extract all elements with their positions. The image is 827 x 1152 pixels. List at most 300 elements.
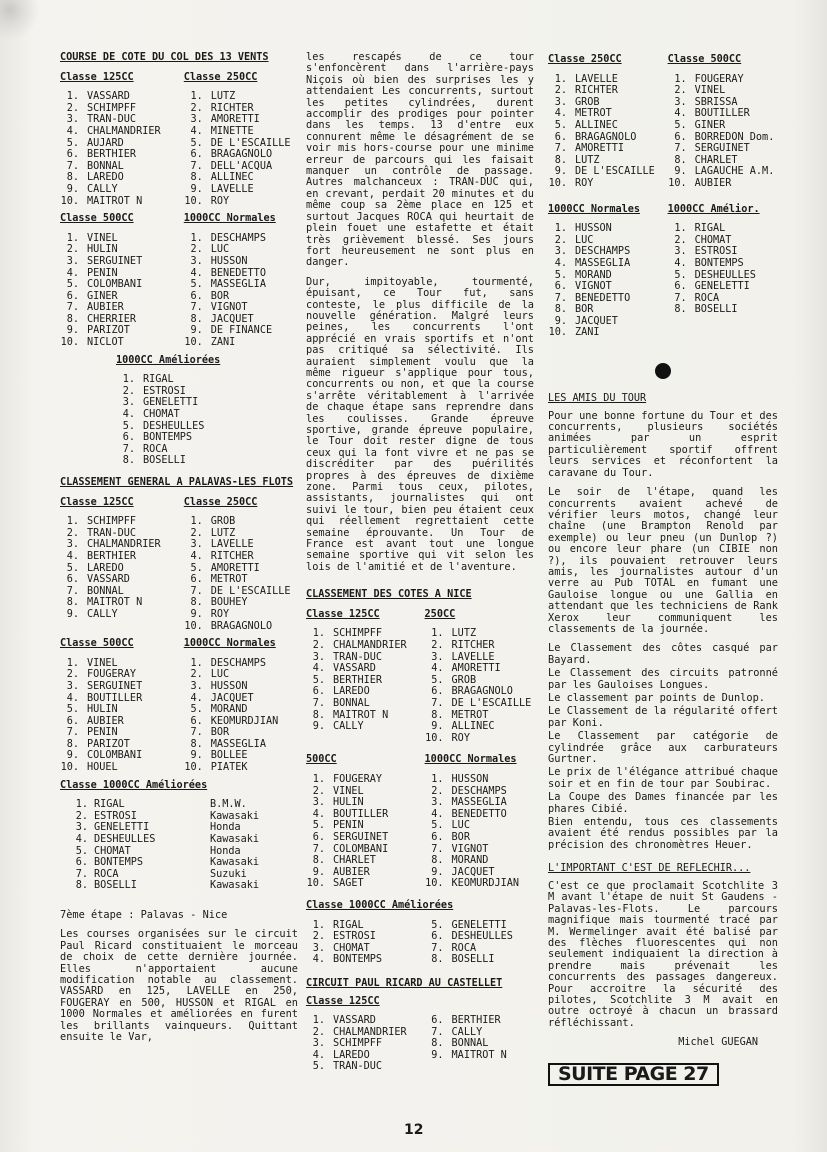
rider-name: BOR [451, 831, 470, 843]
result-row [668, 85, 783, 97]
rider-name: LUTZ [210, 91, 236, 103]
class-label: 1000CC Amélior. [667, 203, 760, 215]
result-row [60, 516, 184, 528]
rank-number: 8. [190, 597, 203, 609]
rank-number: 7. [190, 585, 203, 597]
result-row [668, 97, 783, 109]
result-row [306, 710, 425, 722]
rider-name: RICHTER [575, 85, 618, 97]
rider-name: ESTROSI [333, 931, 376, 943]
class-label: Classe 500CC [667, 54, 742, 65]
rank-number: 9. [66, 608, 79, 620]
result-row [306, 844, 425, 856]
class-label: Classe 1000CC Améliorées [306, 899, 454, 911]
rank-number: 2. [674, 234, 687, 246]
result-row [60, 704, 184, 716]
rider-name: BRAGAGNOLO [210, 620, 273, 632]
rank-number: 3. [674, 96, 687, 108]
rank-number: 3. [75, 822, 88, 834]
rider-name: BONTEMPS [694, 257, 744, 269]
rider-name: SCHIMPFF [333, 628, 383, 640]
rank-number: 4. [190, 550, 203, 562]
result-row [425, 1027, 539, 1039]
rider-name: MASSEGLIA [451, 797, 507, 809]
section-title-cotes-nice: CLASSEMENT DES COTES A NICE [306, 589, 472, 601]
paragraph: Le Classement des côtes casqué par Bayard. [548, 642, 778, 666]
rank-number: 3. [190, 255, 203, 267]
result-row [425, 1038, 539, 1050]
rank-number: 3. [312, 797, 325, 809]
rider-name: BOUTILLER [87, 692, 143, 704]
rank-number: 2. [554, 85, 567, 97]
result-row [184, 256, 303, 268]
rider-name: BENEDETTO [451, 808, 507, 820]
result-row [60, 597, 184, 609]
class-label: 1000CC Normales [183, 638, 276, 650]
class-label: 1000CC Normales [183, 213, 276, 225]
rank-number: 1. [431, 628, 444, 640]
rider-name: DESHEULLES [94, 834, 156, 846]
rank-number: 2. [312, 640, 325, 652]
rider-name: PENIN [87, 727, 118, 739]
results-list [425, 1015, 539, 1061]
rank-number: 8. [190, 738, 203, 750]
result-row [60, 586, 184, 598]
rider-name: MINETTE [210, 125, 254, 137]
rider-name: ROCA [451, 942, 477, 954]
results-list [116, 374, 298, 467]
rank-number: 6. [66, 715, 79, 727]
rank-number: 1. [190, 232, 203, 244]
rank-number: 9. [66, 750, 79, 762]
result-row [184, 609, 303, 621]
result-row [548, 246, 668, 258]
rider-name: HULIN [87, 244, 118, 256]
class-label: Classe 250CC [183, 496, 258, 508]
rank-number: 7. [75, 868, 88, 880]
result-row [306, 855, 425, 867]
result-row [184, 762, 303, 774]
result-row [548, 223, 668, 235]
rider-name: ROY [210, 608, 230, 620]
rider-name: SCHIMPFF [87, 516, 137, 528]
rank-number: 4. [312, 808, 325, 820]
result-row [306, 652, 425, 664]
rider-name: PARIZOT [87, 738, 130, 750]
section-title-general: CLASSEMENT GENERAL A PALAVAS-LES FLOTS [60, 477, 294, 488]
rank-number: 7. [431, 843, 444, 855]
result-row [60, 681, 184, 693]
rider-name: BOLLEE [210, 750, 248, 762]
rider-name: HULIN [333, 797, 364, 809]
rider-name: CHALMANDRIER [87, 125, 161, 137]
result-row [60, 161, 184, 173]
rider-name: VIGNOT [210, 302, 248, 314]
rider-name: CHOMAT [694, 234, 732, 246]
stage-heading: 7ème étape : Palavas - Nice [60, 909, 228, 921]
rider-name: BONNAL [451, 1038, 489, 1050]
result-row [184, 516, 303, 528]
paragraph: Le soir de l'étape, quand les concurrents avaient achevé de vérifier leurs motos, changé leur chaîne (une Brampton Renold par exemple) ou leur pneu (un Dunlop ?) ou encore leur phare (un CIBIE non ?), ils pouvaient retrouver leurs amis, les journalistes autour d'un verre au Pub TOTAL en fumant une Gauloise longue ou une Gallia en attendant que les techniciens de Rank Xerox leur communiquent les classements de la journée. [548, 486, 778, 635]
rank-number: 8. [66, 172, 79, 184]
result-row [548, 155, 668, 167]
rider-name: BOSELLI [451, 954, 495, 966]
rider-name: CHALMANDRIER [333, 640, 407, 652]
class-label: 500CC [306, 754, 337, 766]
rank-number: 6. [190, 149, 203, 161]
rank-number: 1. [75, 799, 88, 811]
section-title-paul-ricard: CIRCUIT PAUL RICARD AU CASTELLET [306, 977, 503, 989]
rider-name: MASSEGLIA [575, 257, 631, 269]
result-row [184, 244, 303, 256]
rider-name: ZANI [210, 337, 236, 349]
rank-number: 1. [431, 774, 444, 785]
rider-name: LUC [451, 820, 470, 832]
rider-name: LAREDO [87, 562, 124, 574]
result-row [60, 799, 298, 811]
rider-name: GENELETTI [94, 822, 150, 834]
author-signature: Michel GUEGAN [678, 1037, 758, 1049]
rider-name: CHARLET [694, 154, 738, 166]
rank-number: 6. [122, 432, 135, 444]
rank-number: 6. [554, 131, 567, 143]
rank-number: 7. [431, 942, 444, 954]
results-list [425, 920, 539, 966]
rider-name: DE L'ESCAILLE [451, 698, 532, 710]
rank-number: 8. [190, 172, 203, 184]
rider-name: DELL'ACQUA [210, 160, 273, 172]
result-row [184, 539, 303, 551]
rider-name: SCHIMPFF [87, 102, 137, 114]
rider-name: VINEL [87, 657, 118, 669]
rider-name: VASSARD [333, 663, 376, 675]
rank-number: 8. [431, 709, 444, 721]
rank-number: 1. [312, 919, 325, 931]
rank-number: 1. [312, 774, 325, 785]
rank-number: 3. [66, 539, 79, 551]
results-pair [60, 211, 298, 353]
result-row [116, 432, 298, 444]
rider-name: ALLINEC [451, 721, 495, 733]
class-label: Classe 1000CC Améliorées [60, 779, 208, 791]
paragraph: C'est ce que proclamait Scotchlite 3 M avant l'étape de nuit St Gaudens - Palavas-les-Flots. Le parcours magnifique mais tourmenté tracé par M. Wermelinger avait été balisé par des flèches fluorescentes qui non seulement indiquaient la direction à prendre mais prévenait les concurrents des passages dangereux. Pour accroitre la sécurité des pilotes, Scotchlite 3 M avait en outre octroyé à chacun un brassard réfléchissant. [548, 879, 778, 1029]
rider-name: AMORETTI [210, 562, 260, 574]
rider-name: ROCA [694, 292, 720, 304]
result-row [668, 235, 783, 247]
result-row [116, 386, 298, 398]
rank-number: 3. [431, 651, 444, 663]
rank-number: 5. [312, 820, 325, 832]
rank-number: 9. [312, 721, 325, 733]
rider-name: LAREDO [333, 686, 370, 698]
results-list-with-makes [60, 799, 298, 892]
rider-name: ROY [575, 177, 594, 189]
class-label: 250CC [424, 608, 456, 620]
rank-number: 5. [674, 119, 687, 131]
result-row [306, 832, 425, 844]
rider-name: ZANI [575, 327, 600, 339]
rider-name: BRAGAGNOLO [210, 149, 273, 161]
rider-name: FOUGERAY [694, 73, 744, 85]
rank-number: 7. [554, 143, 567, 155]
rank-number: 5. [554, 119, 567, 131]
rank-number: 4. [66, 550, 79, 562]
result-row [60, 563, 184, 575]
rank-number: 8. [554, 154, 567, 166]
rider-name: MAITROT N [451, 1049, 507, 1061]
rider-name: MASSEGLIA [210, 279, 266, 291]
result-row [184, 716, 303, 728]
result-row [116, 409, 298, 421]
paragraph: Le prix de l'élégance attribué chaque soir et en fin de tour par Soubirac. [548, 766, 778, 790]
result-row [668, 258, 783, 270]
paragraph: Les courses organisées sur le circuit Paul Ricard constituaient le morceau de choix de cette dernière journée. Elles n'apportaient aucune modification notable au classement. VASSARD en 125, LAVELLE en 250, FOUGERAY en 500, HUSSON et RIGAL en 1000 Normales et améliorées en furent les brillants vainqueurs. Quittant ensuite le Var, [60, 928, 298, 1044]
result-row [306, 809, 425, 821]
result-row [184, 268, 303, 280]
rank-number: 7. [66, 302, 79, 314]
result-row [425, 710, 539, 722]
rank-number: 10. [668, 177, 687, 189]
result-row [184, 91, 303, 103]
rank-number: 8. [431, 954, 444, 966]
results-pair [306, 920, 534, 970]
rider-name: CHOMAT [143, 409, 180, 421]
result-row [184, 196, 303, 208]
result-row [60, 184, 184, 196]
rank-number: 10. [184, 620, 203, 632]
paragraph: Le classement par points de Dunlop. [548, 692, 765, 704]
result-row [306, 698, 425, 710]
rider-name: VINEL [87, 232, 118, 244]
rank-number: 1. [190, 91, 203, 103]
results-pair [306, 752, 534, 894]
rank-number: 6. [674, 131, 687, 143]
rider-name: BONTEMPS [94, 857, 144, 869]
rider-name: BRAGAGNOLO [451, 686, 513, 698]
rank-number: 4. [75, 834, 88, 846]
result-row [60, 314, 184, 326]
rider-name: GENELETTI [143, 397, 199, 409]
paragraph: Le Classement de la régularité offert par Koni. [548, 705, 778, 729]
rank-number: 8. [431, 1038, 444, 1050]
result-row [116, 374, 298, 386]
rider-name: LAVELLE [210, 183, 254, 195]
paragraph: La Coupe des Dames financée par les phares Cibié. [548, 791, 778, 815]
result-row [668, 178, 783, 190]
result-row [60, 126, 184, 138]
rank-number: 8. [66, 597, 79, 609]
rider-name: COLOMBANI [333, 843, 389, 855]
column-2 [306, 52, 534, 1077]
continued-on-page-box: SUITE PAGE 27 [548, 1063, 719, 1087]
rider-name: CALLY [87, 608, 118, 620]
result-row [425, 675, 539, 687]
rank-number: 7. [190, 160, 203, 172]
rank-number: 1. [122, 374, 135, 386]
result-row [184, 669, 303, 681]
result-row [60, 103, 184, 115]
rank-number: 2. [66, 527, 79, 539]
results-pair [306, 607, 534, 749]
rider-name: PENIN [333, 820, 364, 832]
rider-name: MORAND [575, 269, 612, 281]
result-row [425, 797, 539, 809]
results-list [184, 233, 303, 349]
rank-number: 5. [66, 704, 79, 716]
rank-number: 2. [312, 1026, 325, 1038]
rider-name: VINEL [333, 785, 364, 797]
result-row [184, 279, 303, 291]
result-row [425, 943, 539, 955]
motorcycle-make: Suzuki [210, 868, 247, 880]
rank-number: 4. [431, 663, 444, 675]
rider-name: SERGUINET [87, 680, 143, 692]
rank-number: 9. [674, 166, 687, 178]
rank-number: 2. [190, 527, 203, 539]
rank-number: 9. [66, 183, 79, 195]
corner-smudge [0, 0, 40, 40]
rank-number: 10. [425, 878, 444, 890]
result-row [60, 658, 184, 670]
rider-name: RITCHER [210, 550, 254, 562]
results-list [184, 516, 303, 632]
result-row [306, 797, 425, 809]
result-row [425, 640, 539, 652]
rank-number: 7. [122, 443, 135, 455]
results-list [548, 74, 668, 190]
result-row [60, 539, 184, 551]
rank-number: 2. [554, 234, 567, 246]
rider-name: RITCHER [451, 640, 495, 652]
rider-name: ALLINEC [210, 172, 254, 184]
paragraph: Le Classement des circuits patronné par les Gauloises Longues. [548, 667, 778, 691]
result-row [60, 880, 298, 892]
rank-number: 8. [66, 313, 79, 325]
rider-name: SCHIMPFF [333, 1038, 383, 1050]
rider-name: TRAN-DUC [333, 651, 383, 663]
rider-name: LUTZ [451, 628, 477, 640]
result-row [184, 528, 303, 540]
rider-name: DESHEULLES [694, 269, 756, 281]
rider-name: JACQUET [210, 692, 254, 704]
results-pair [60, 495, 298, 637]
result-row [184, 597, 303, 609]
rider-name: AMORETTI [451, 663, 501, 675]
result-row [306, 1050, 425, 1062]
rank-number: 2. [312, 931, 325, 943]
result-row [306, 774, 425, 786]
rank-number: 6. [190, 290, 203, 302]
rider-name: BERTHIER [451, 1015, 501, 1027]
result-row [548, 304, 668, 316]
rank-number: 10. [548, 177, 567, 189]
results-list [306, 1015, 425, 1073]
rider-name: VINEL [694, 85, 726, 97]
results-list [306, 628, 425, 732]
rider-name: DE FINANCE [210, 325, 273, 337]
result-row [306, 1038, 425, 1050]
rider-name: DESCHAMPS [210, 232, 266, 244]
result-row [425, 867, 539, 879]
rider-name: DE L'ESCAILLE [575, 166, 655, 178]
results-list [184, 91, 303, 207]
rank-number: 3. [66, 114, 79, 126]
result-row [425, 931, 539, 943]
rank-number: 4. [312, 1049, 325, 1061]
rank-number: 6. [190, 715, 203, 727]
result-row [60, 233, 184, 245]
result-row [60, 302, 184, 314]
class-label: 1000CC Normales [424, 754, 517, 766]
motorcycle-make: Kawasaki [210, 857, 260, 869]
rank-number: 9. [554, 315, 567, 327]
rider-name: SAGET [333, 878, 364, 890]
results-list [668, 223, 783, 316]
rider-name: BOUHEY [210, 597, 248, 609]
result-row [60, 716, 184, 728]
result-row [60, 138, 184, 150]
result-row [425, 652, 539, 664]
rank-number: 7. [674, 143, 687, 155]
bullet-dot [655, 363, 671, 379]
result-row [668, 74, 783, 86]
result-row [548, 316, 668, 328]
rider-name: BERTHIER [333, 674, 383, 686]
section-title-reflechir: L'IMPORTANT C'EST DE REFLECHIR... [548, 863, 751, 875]
rider-name: GROB [575, 96, 600, 108]
result-row [548, 258, 668, 270]
rider-name: LUTZ [210, 527, 236, 539]
rank-number: 8. [674, 154, 687, 166]
motorcycle-make: Kawasaki [210, 810, 260, 822]
rider-name: ESTROSI [694, 246, 738, 258]
rank-number: 9. [190, 325, 203, 337]
rider-name: ESTROSI [94, 810, 137, 822]
rank-number: 3. [312, 942, 325, 954]
rank-number: 4. [554, 257, 567, 269]
rider-name: LAREDO [87, 172, 124, 184]
rank-number: 6. [431, 1015, 444, 1027]
rider-name: RIGAL [94, 799, 125, 811]
rider-name: VIGNOT [575, 281, 612, 293]
result-row [60, 91, 184, 103]
rider-name: LUTZ [575, 154, 600, 166]
result-row [306, 1015, 425, 1027]
rank-number: 3. [66, 255, 79, 267]
rider-name: BOUTILLER [333, 808, 389, 820]
rider-name: HUSSON [575, 223, 612, 235]
rank-number: 9. [431, 1049, 444, 1061]
rank-number: 9. [431, 866, 444, 878]
result-row [668, 132, 783, 144]
rank-number: 6. [431, 931, 444, 943]
rider-name: VASSARD [87, 91, 130, 103]
result-row [184, 727, 303, 739]
rider-name: BENEDETTO [575, 292, 631, 304]
result-row [60, 822, 298, 834]
rank-number: 1. [554, 73, 567, 85]
result-row [425, 1050, 539, 1062]
result-row [425, 954, 539, 966]
rank-number: 5. [554, 269, 567, 281]
rank-number: 1. [66, 516, 79, 528]
rank-number: 4. [66, 125, 79, 137]
rank-number: 3. [554, 246, 567, 258]
result-row [425, 786, 539, 798]
result-row [60, 244, 184, 256]
rider-name: BERTHIER [87, 550, 137, 562]
rider-name: VIGNOT [451, 843, 489, 855]
